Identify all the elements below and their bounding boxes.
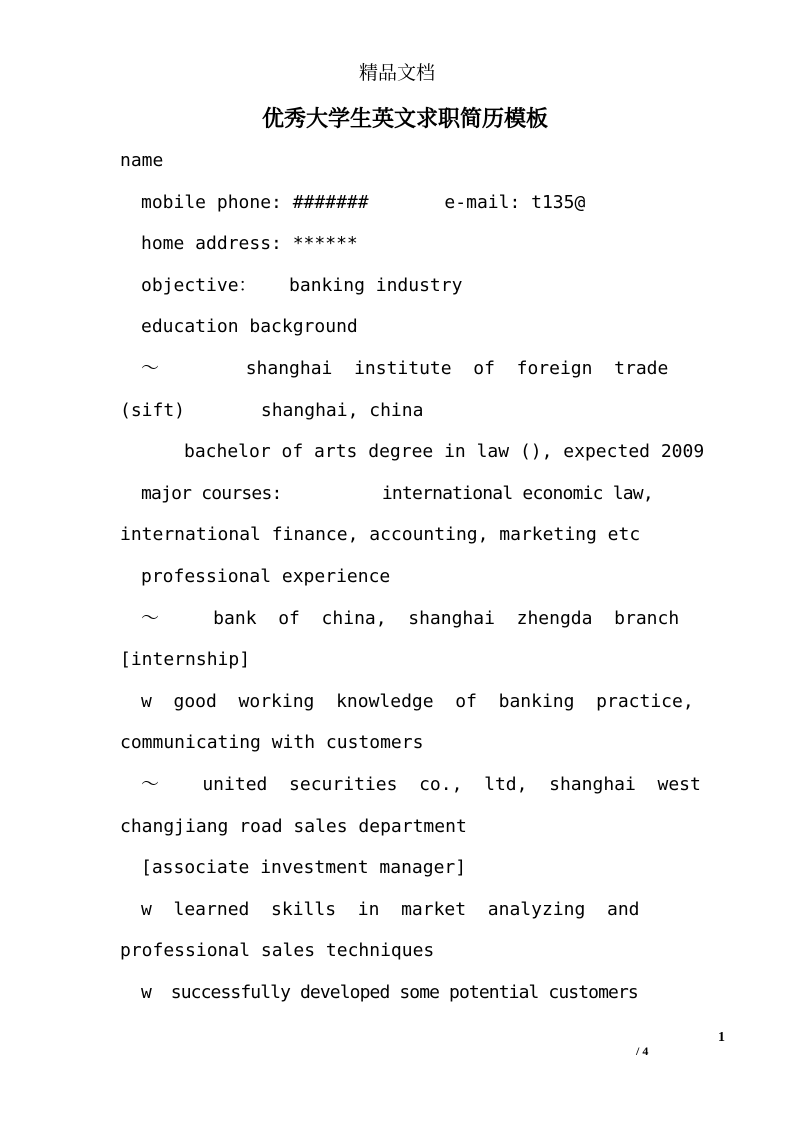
section-heading-education: education background: [141, 316, 358, 337]
section-heading-experience: professional experience: [141, 566, 391, 587]
page-header-label: 精品文档: [358, 62, 435, 84]
home-address-line: home address: ******: [141, 233, 358, 254]
objective-line: objective： banking industry: [141, 275, 463, 296]
experience-securities-department-line: changjiang road sales department: [120, 816, 467, 837]
experience-bank-bullet-line: w good working knowledge of banking practice,: [141, 691, 694, 712]
experience-securities-line: ～ united securities co., ltd, shanghai west: [141, 774, 701, 795]
experience-bank-line: ～ bank of china, shanghai zhengda branch: [141, 608, 680, 629]
major-courses-line: major courses: international economic law,: [141, 483, 653, 504]
major-courses-continued-line: international finance, accounting, marketing etc: [120, 524, 641, 545]
contact-line: mobile phone: ####### e-mail: t135@: [141, 192, 586, 213]
education-location-line: (sift) shanghai, china: [120, 400, 424, 421]
experience-bank-bullet-continued-line: communicating with customers: [120, 732, 424, 753]
experience-securities-role-line: [associate investment manager]: [141, 857, 467, 878]
page-number: 1: [718, 1030, 725, 1045]
experience-securities-bullet-2-line: w successfully developed some potential customers: [141, 982, 638, 1003]
experience-securities-bullet-line: w learned skills in market analyzing and: [141, 899, 640, 920]
document-title: 优秀大学生英文求职简历模板: [261, 106, 548, 132]
experience-bank-role-line: [internship]: [120, 649, 251, 670]
degree-line: bachelor of arts degree in law (), expected 2009: [184, 441, 705, 462]
experience-securities-bullet-continued-line: professional sales techniques: [120, 940, 435, 961]
education-institution-line: ～ shanghai institute of foreign trade: [141, 358, 669, 379]
resume-name-line: name: [120, 150, 164, 171]
page-total: / 4: [636, 1044, 649, 1058]
